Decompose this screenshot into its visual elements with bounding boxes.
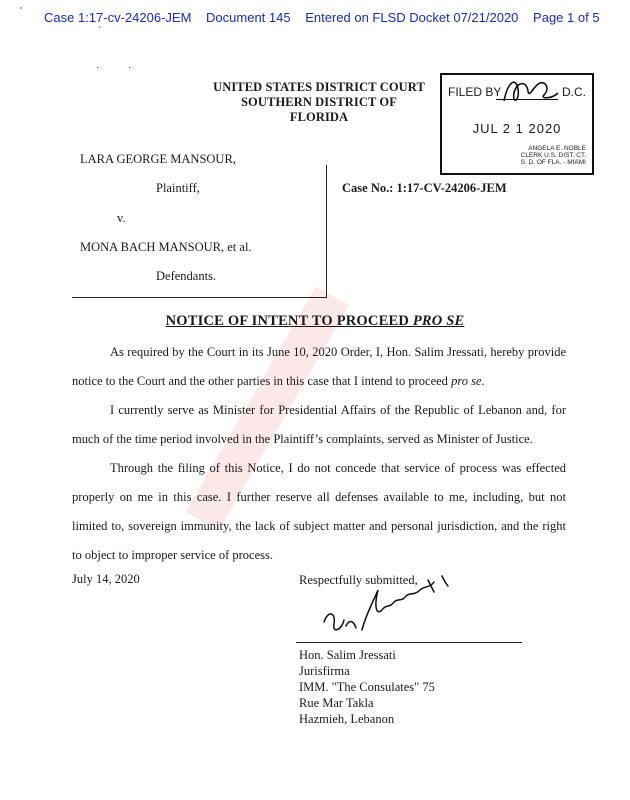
paragraph-2 xyxy=(72,396,566,454)
signer-firm: Jurisfirma xyxy=(299,664,350,678)
signer-street: Rue Mar Takla xyxy=(299,696,374,710)
signature-line xyxy=(296,642,522,643)
signature-date: July 14, 2020 xyxy=(72,572,140,586)
scan-dot: · xyxy=(96,62,100,73)
paragraph-3 xyxy=(72,454,566,570)
plaintiff-role: Plaintiff, xyxy=(156,181,200,195)
address-block xyxy=(299,647,435,727)
header-entered: Entered on FLSD Docket 07/21/2020 xyxy=(305,10,519,25)
p2-text: I currently serve as Minister for Presidential Affairs of the Republic of Lebanon and, for much of the time period involved in the Plaintiff’s complaints, served as Minister of Justice. xyxy=(72,403,566,446)
scan-mark: ` xyxy=(98,26,102,37)
court-line-1: UNITED STATES DISTRICT COURT xyxy=(213,80,425,94)
header-case: Case 1:17-cv-24206-JEM xyxy=(44,10,192,25)
stamp-clerk-title: CLERK U.S. DIST. CT. xyxy=(520,152,586,159)
stamp-clerk-name: ANGELA E. NOBLE xyxy=(528,145,586,152)
signer-city: Hazmieh, Lebanon xyxy=(299,712,395,726)
court-heading xyxy=(212,80,426,125)
signer-building: IMM. "The Consulates" 75 xyxy=(299,680,435,694)
stamp-filed-by: FILED BY xyxy=(448,85,502,99)
court-line-2: SOUTHERN DISTRICT OF FLORIDA xyxy=(241,95,397,124)
title-main: NOTICE OF INTENT TO PROCEED xyxy=(165,313,413,329)
header-document: Document 145 xyxy=(206,10,291,25)
stamp-initials-scribble xyxy=(498,75,562,109)
ecf-header xyxy=(44,10,611,25)
p1-end: . xyxy=(481,374,485,388)
title-italic: PRO SE xyxy=(412,313,465,329)
signer-name: Hon. Salim Jressati xyxy=(299,648,396,662)
defendant-name: MONA BACH MANSOUR, et al. xyxy=(80,240,252,254)
filed-stamp xyxy=(440,73,594,175)
paragraph-1 xyxy=(72,338,566,396)
stamp-date: JUL 2 1 2020 xyxy=(472,121,562,136)
p1-italic: pro se xyxy=(451,374,482,388)
plaintiff-name: LARA GEORGE MANSOUR, xyxy=(80,152,236,166)
p1-text: As required by the Court in its June 10, 2020 Order, I, Hon. Salim Jressati, hereby provide notice to the Court and the other parties in this case that I intend to proceed xyxy=(72,345,566,388)
stamp-dc: D.C. xyxy=(562,85,586,99)
document-title xyxy=(0,313,630,330)
defendant-role: Defendants. xyxy=(156,269,217,283)
closing: Respectfully submitted, xyxy=(299,573,418,587)
scan-dot: · xyxy=(128,62,132,73)
p3-text: Through the filing of this Notice, I do not concede that service of process was effected properly on me in this case. I further reserve all defenses available to me, including, but not limited to, sovereign immunity, the lack of subject matter and personal jurisdiction, and the right to object to improper service of process. xyxy=(72,461,566,562)
header-page: Page 1 of 5 xyxy=(533,10,600,25)
handwritten-signature xyxy=(316,570,466,642)
scan-mark: ' xyxy=(20,6,22,17)
case-number: Case No.: 1:17-CV-24206-JEM xyxy=(342,181,507,195)
stamp-district: S. D. OF FLA. - MIAMI xyxy=(520,159,586,166)
versus: v. xyxy=(117,211,126,225)
